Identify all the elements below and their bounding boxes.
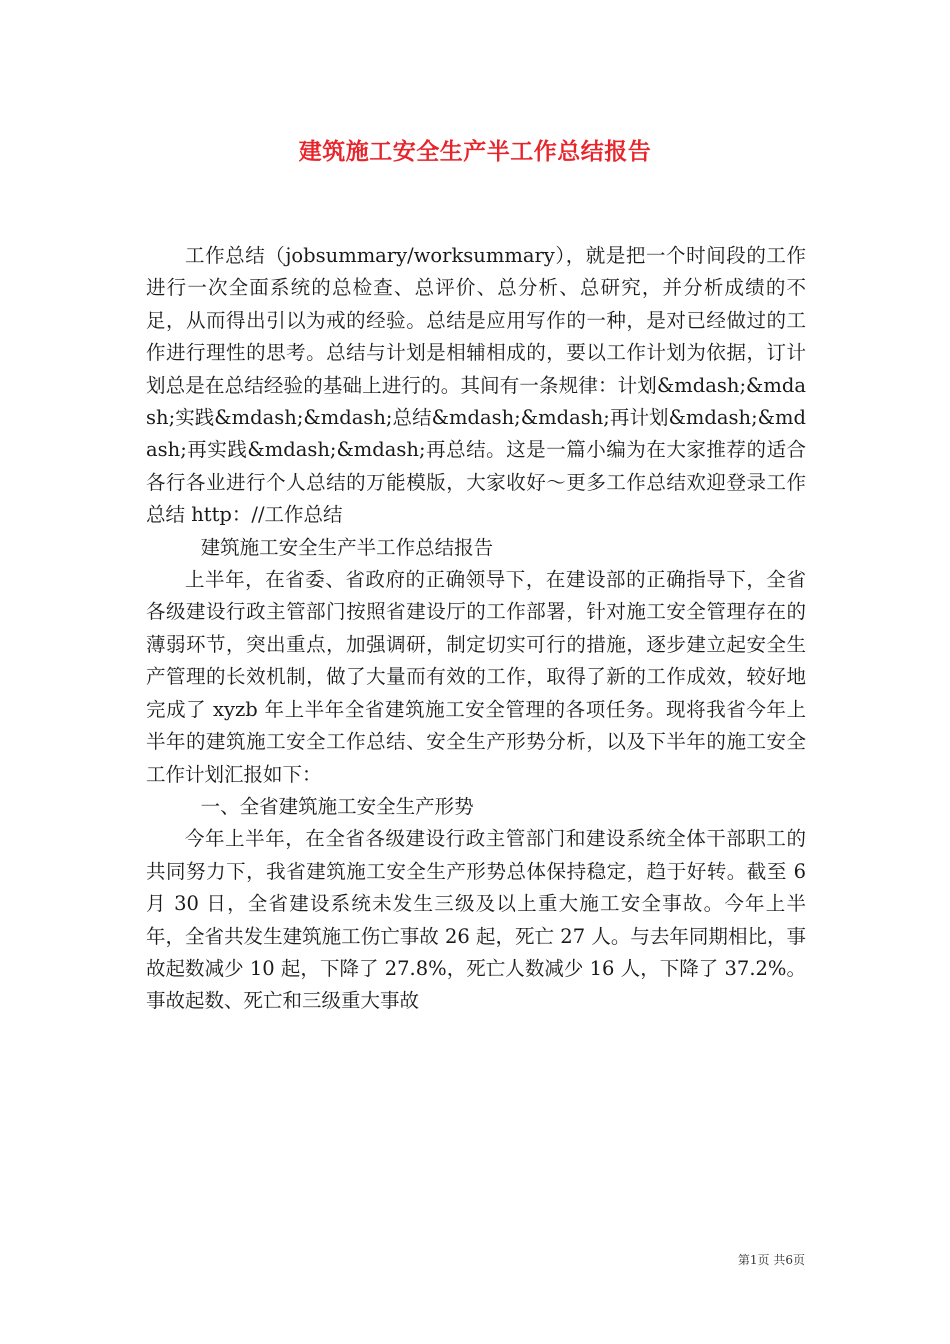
footer-suffix: 页 xyxy=(792,1253,805,1267)
overview-paragraph: 上半年，在省委、省政府的正确领导下，在建设部的正确指导下，全省各级建设行政主管部门按照省建设厅的工作部署，针对施工安全管理存在的薄弱环节，突出重点，加强调研，制定切实可行的措施，逐步建立起安全生产管理的长效机制，做了大量而有效的工作，取得了新的工作成效，较好地完成了 xyzb 年上半年全省建筑施工安全管理的各项任务。现将我省今年上半年的建筑施工安全工作总结、安全生产形势分析，以及下半年的施工安全工作计划汇报如下： xyxy=(146,568,806,786)
intro-paragraph: 工作总结（jobsummary/worksummary），就是把一个时间段的工作进行一次全面系统的总检查、总评价、总分析、总研究，并分析成绩的不足，从而得出引以为戒的经验。总结是应用写作的一种，是对已经做过的工作进行理性的思考。总结与计划是相辅相成的，要以工作计划为依据，订计划总是在总结经验的基础上进行的。其间有一条规律：计划&mdash;&mdash;实践&mdash;&mdash;总结&mdash;&mdash;再计划&mdash;&mdash;再实践&mdash;&mdash;再总结。这是一篇小编为在大家推荐的适合各行各业进行个人总结的万能模版，大家收好～更多工作总结欢迎登录工作总结 http：//工作总结 xyxy=(146,244,806,527)
section-1-paragraph: 今年上半年，在全省各级建设行政主管部门和建设系统全体干部职工的共同努力下，我省建筑施工安全生产形势总体保持稳定，趋于好转。截至 6 月 30 日，全省建设系统未发生三级及以上重大施工安全事故。今年上半年，全省共发生建筑施工伤亡事故 26 起，死亡 27 人。与去年同期相比，事故起数减少 10 起，下降了 27.8%，死亡人数减少 16 人，下降了 37.2%。事故起数、死亡和三级重大事故 xyxy=(146,827,806,1013)
footer-middle: 页 共 xyxy=(757,1253,786,1267)
footer-total-pages: 6 xyxy=(785,1253,793,1267)
footer-prefix: 第 xyxy=(737,1253,750,1267)
document-title: 建筑施工安全生产半工作总结报告 xyxy=(298,138,652,165)
footer-current-page: 1 xyxy=(749,1253,758,1267)
document-body xyxy=(146,240,806,1018)
section-heading-1: 一、全省建筑施工安全生产形势 xyxy=(200,794,474,818)
report-subtitle: 建筑施工安全生产半工作总结报告 xyxy=(200,535,494,559)
page-footer xyxy=(738,1251,805,1268)
